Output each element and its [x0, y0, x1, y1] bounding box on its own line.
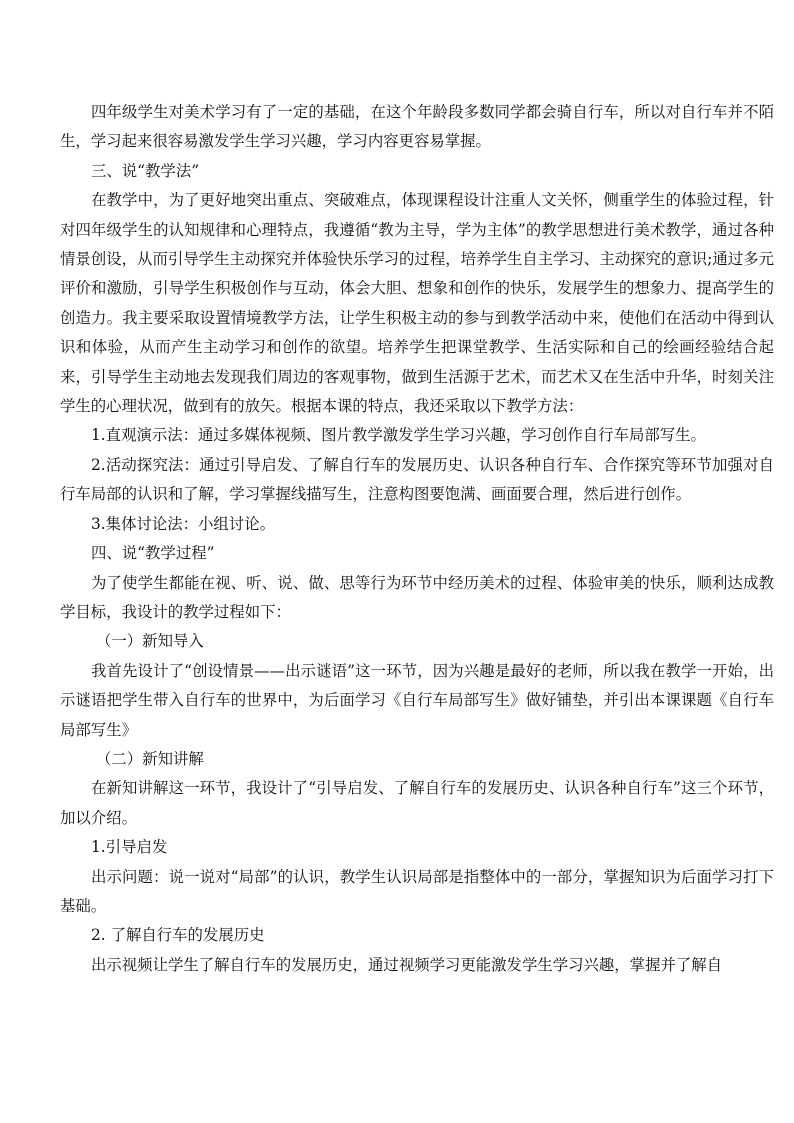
- subheading-new-explain: （二）新知讲解: [96, 749, 204, 768]
- subheading-new-intro: （一）新知导入: [96, 632, 204, 651]
- paragraph-intro: 四年级学生对美术学习有了一定的基础，在这个年龄段多数同学都会骑自行车，所以对自行车并不陌生，学习起来很容易激发学生学习兴趣，学习内容更容易掌握。: [60, 103, 774, 151]
- list-item-guide: 1.引导启发: [91, 838, 168, 857]
- list-item-method-2: 2.活动探究法：通过引导启发、了解自行车的发展历史、认识各种自行车、合作探究等环节加强对自行车局部的认识和了解，学习掌握线描写生，注意构图要饱满、画面要合理，然后进行创作。: [60, 455, 774, 504]
- heading-teaching-method: 三、说“教学法”: [91, 161, 200, 180]
- paragraph-teaching-process: 为了使学生都能在视、听、说、做、思等行为环节中经历美术的过程、体验审美的快乐，顺利达成教学目标，我设计的教学过程如下：: [60, 573, 774, 621]
- paragraph-history: 出示视频让学生了解自行车的发展历史，通过视频学习更能激发学生学习兴趣，掌握并了解自: [91, 955, 723, 974]
- list-item-method-3: 3.集体讨论法：小组讨论。: [91, 514, 275, 533]
- paragraph-guide: 出示问题：说一说对“局部”的认识，教学生认识局部是指整体中的一部分，掌握知识为后面学习打下基础。: [60, 867, 774, 915]
- list-item-history: 2. 了解自行车的发展历史: [91, 926, 265, 945]
- paragraph-new-explain: 在新知讲解这一环节，我设计了“引导启发、了解自行车的发展历史、认识各种自行车”这三个环节，加以介绍。: [60, 779, 774, 827]
- heading-teaching-process: 四、说“教学过程”: [91, 544, 215, 563]
- paragraph-teaching-method: 在教学中，为了更好地突出重点、突破难点，体现课程设计注重人文关怀，侧重学生的体验过程，针对四年级学生的认知规律和心理特点，我遵循“教为主导，学为主体”的教学思想进行美术教学，通过各种情景创设，从而引导学生主动探究并体验快乐学习的过程，培养学生自主学习、主动探究的意识;通过多元评价和激励，引导学生积极创作与互动，体会大胆、想象和创作的快乐，发展学生的想象力、提高学生的创造力。我主要采取设置情境教学方法，让学生积极主动的参与到教学活动中来，使他们在活动中得到认识和体验，从而产生主动学习和创作的欲望。培养学生把课堂教学、生活实际和自己的绘画经验结合起来，引导学生主动地去发现我们周边的客观事物，做到生活源于艺术，而艺术又在生活中升华，时刻关注学生的心理状况，做到有的放矢。根据本课的特点，我还采取以下教学方法：: [60, 191, 774, 416]
- list-item-method-1: 1.直观演示法：通过多媒体视频、图片教学激发学生学习兴趣，学习创作自行车局部写生。: [91, 426, 706, 445]
- document-page: [60, 98, 774, 980]
- paragraph-new-intro: 我首先设计了“创设情景——出示谜语”这一环节，因为兴趣是最好的老师，所以我在教学一开始，出示谜语把学生带入自行车的世界中，为后面学习《自行车局部写生》做好铺垫，并引出本课课题《自行车局部写生》: [60, 661, 774, 739]
